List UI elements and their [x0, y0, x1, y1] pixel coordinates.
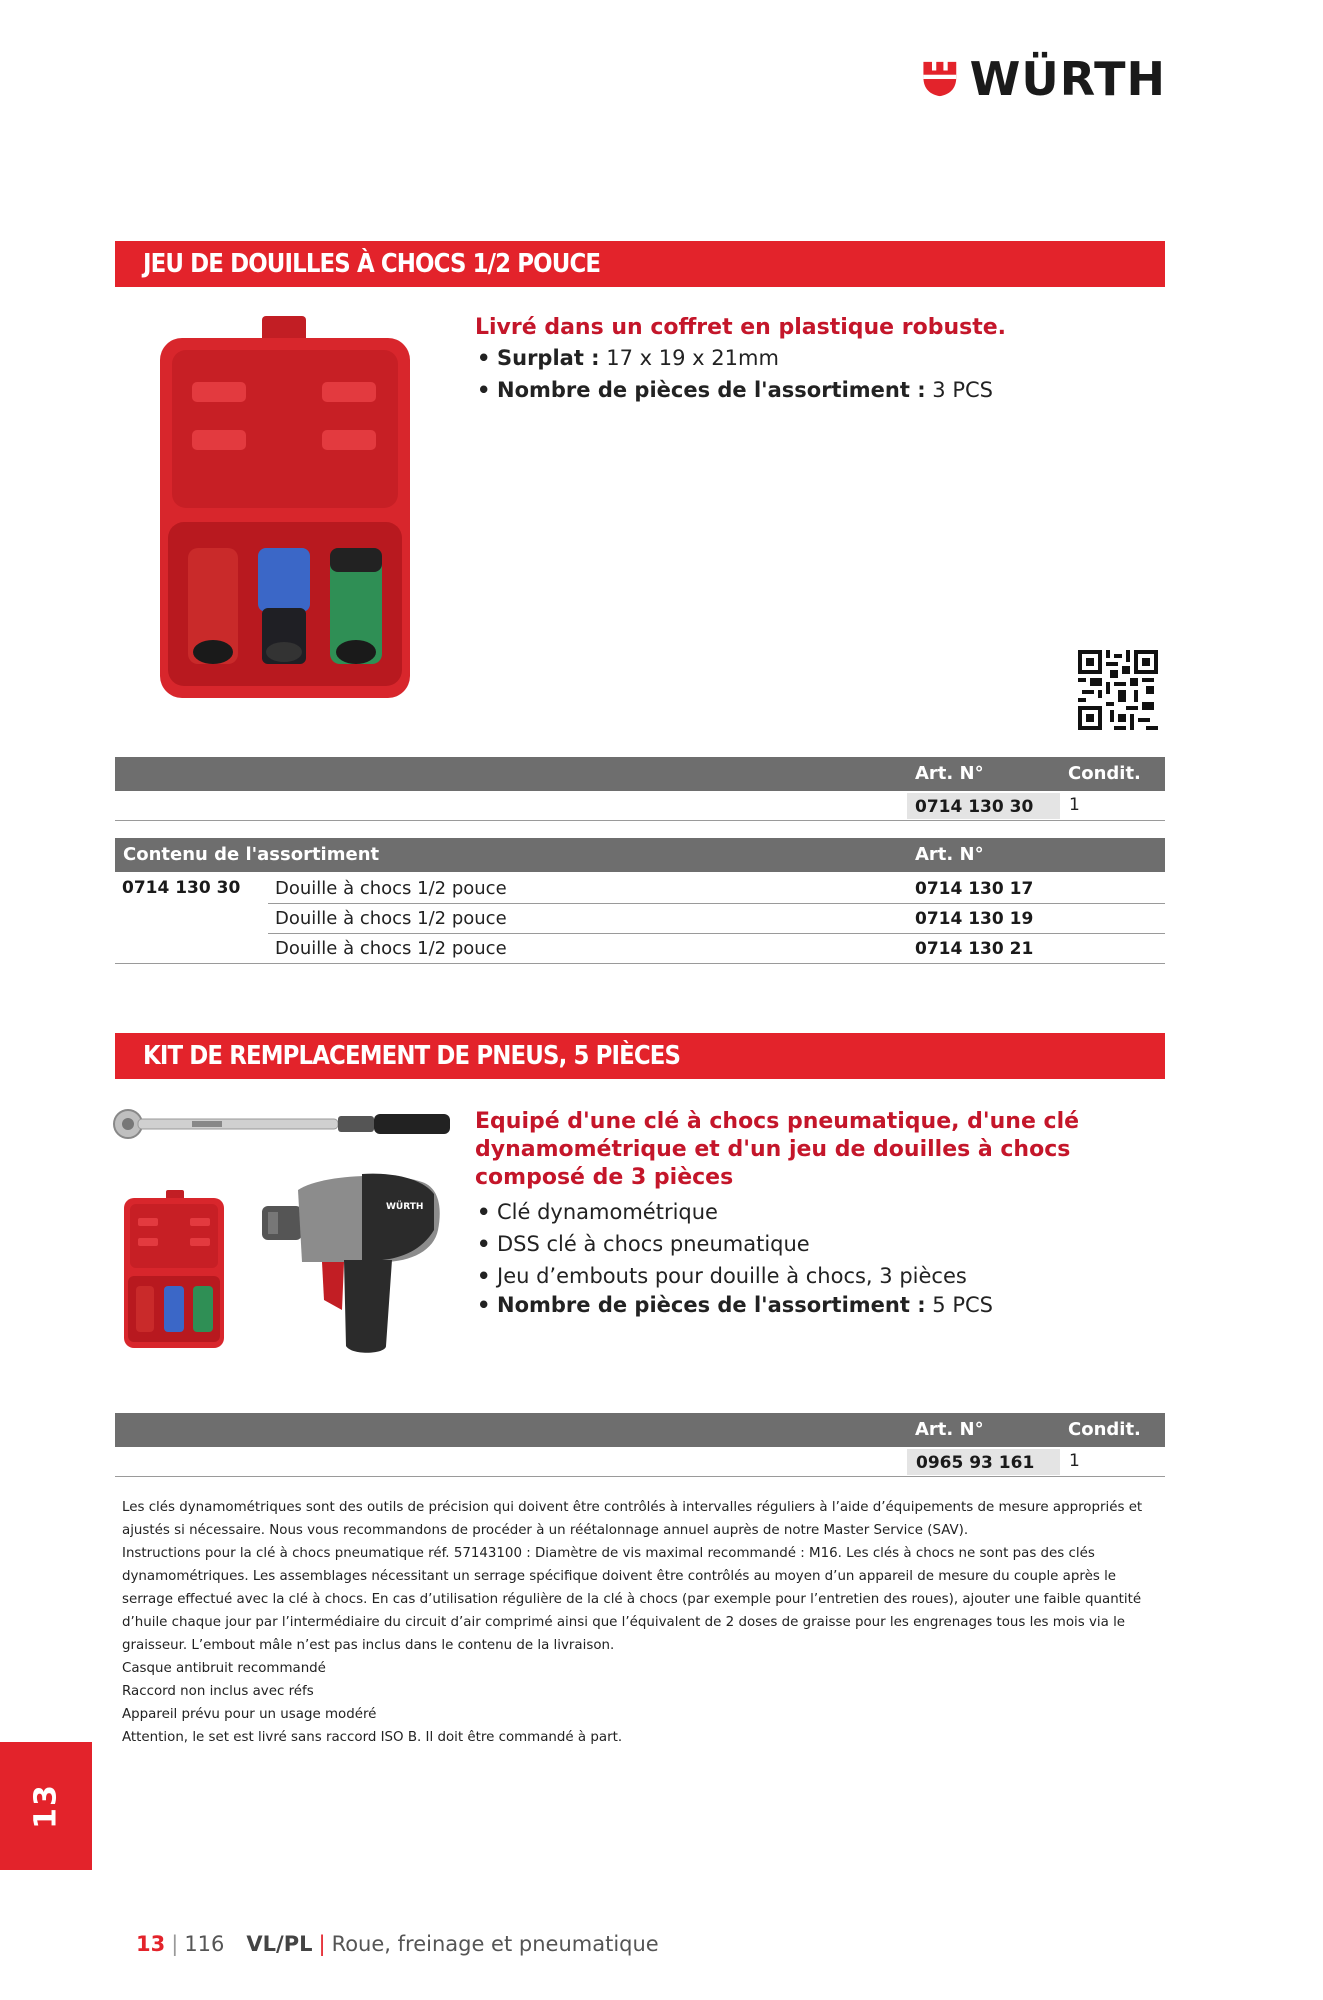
qr-code-icon[interactable] [1078, 650, 1158, 730]
table-row-desc: Douille à chocs 1/2 pouce [275, 938, 507, 959]
small-socket-case-image [120, 1190, 228, 1354]
section1-content-table-header [115, 838, 1165, 872]
art-header: Art. N° [915, 1419, 984, 1440]
divider [115, 963, 1165, 964]
tool-brand-label: WÜRTH [386, 1202, 424, 1212]
section2-art-number: 0965 93 161 [916, 1453, 1035, 1473]
table-row-art: 0714 130 17 [915, 879, 1034, 899]
art-header: Art. N° [915, 763, 984, 784]
socket-blue-icon [258, 548, 310, 664]
footer-page-number: 116 [184, 1932, 225, 1956]
table-row-desc: Douille à chocs 1/2 pouce [275, 878, 507, 899]
section1-art-number: 0714 130 30 [915, 797, 1034, 817]
footer-separator: | [171, 1932, 179, 1956]
list-item: • Nombre de pièces de l'assortiment : 3 PCS [475, 374, 1155, 406]
section2-order-table-header [115, 1413, 1165, 1447]
table-row-art: 0714 130 21 [915, 939, 1034, 959]
torque-wrench-image [112, 1104, 452, 1144]
section1-cond: 1 [1069, 795, 1080, 815]
cond-header: Condit. [1068, 763, 1141, 784]
footer-category: VL/PL [246, 1932, 313, 1956]
divider [115, 1476, 1165, 1477]
section2-title: KIT DE REMPLACEMENT DE PNEUS, 5 PIÈCES [143, 1041, 681, 1071]
socket-red-icon [188, 548, 238, 664]
section1-title: JEU DE DOUILLES À CHOCS 1/2 POUCE [143, 249, 601, 279]
impact-wrench-image [262, 1170, 442, 1358]
section1-lead: Livré dans un coffret en plastique robuste. [475, 315, 1007, 340]
footer-separator: | [318, 1932, 326, 1956]
chapter-number: 13 [28, 1783, 64, 1829]
section2-lead: Equipé d'une clé à chocs pneumatique, d'une clé dynamométrique et d'un jeu de douilles à chocs composé de 3 pièces [475, 1109, 1080, 1190]
note: Les clés dynamométriques sont des outils de précision qui doivent être contrôlés à intervalles réguliers à l’aide d’équipements de mesure appropriés et ajustés si nécessaire. Nous vous recommandons de procéder à un réétalonnage annuel auprès de notre Master Service (SAV). [122, 1500, 1143, 1538]
note: Casque antibruit recommandé [122, 1661, 326, 1676]
list-item: • Jeu d’embouts pour douille à chocs, 3 pièces [475, 1260, 1165, 1292]
section1-order-table-header [115, 757, 1165, 791]
page-footer [136, 1932, 659, 1956]
table-row-art: 0714 130 19 [915, 909, 1034, 929]
section1-bullets [475, 342, 1155, 406]
list-item: • Nombre de pièces de l'assortiment : 5 PCS [475, 1292, 1165, 1318]
footer-chapter: 13 [136, 1932, 166, 1956]
set-code: 0714 130 30 [122, 878, 241, 898]
divider [115, 820, 1165, 821]
cond-header: Condit. [1068, 1419, 1141, 1440]
brand-name: WÜRTH [969, 52, 1166, 106]
socket-green-icon [330, 548, 382, 664]
section2-cond: 1 [1069, 1451, 1080, 1471]
art-header: Art. N° [915, 844, 984, 865]
list-item: • Surplat : 17 x 19 x 21mm [475, 342, 1155, 374]
section2-bullets [475, 1196, 1165, 1318]
chapter-tab[interactable] [0, 1742, 92, 1870]
note: Instructions pour la clé à chocs pneumatique réf. 57143100 : Diamètre de vis maximal recommandé : M16. Les clés à chocs ne sont pas des clés dynamométriques. Les assemblages nécessitant un serrage spécifique doivent être contrôlés au moyen d’un appareil de mesure du couple après le serrage effectué avec la clé à chocs. En cas d’utilisation régulière de la clé à chocs (par exemple pour l’entretien des roues), ajouter une faible quantité d’huile chaque jour par l’intermédiaire du circuit d’air comprimé ainsi que l’équivalent de 2 doses de graisse pour les engrenages tous les mois via le graisseur. L’embout mâle n’est pas inclus dans le contenu de la livraison. [122, 1546, 1142, 1653]
section1-title-bar [115, 241, 1165, 287]
list-item: • DSS clé à chocs pneumatique [475, 1228, 1165, 1260]
table-row-desc: Douille à chocs 1/2 pouce [275, 908, 507, 929]
note: Appareil prévu pour un usage modéré [122, 1707, 377, 1722]
contents-header: Contenu de l'assortiment [123, 844, 380, 865]
wurth-logo-icon [922, 53, 958, 105]
notes-block [122, 1496, 1162, 1749]
section2-title-bar [115, 1033, 1165, 1079]
note: Raccord non inclus avec réfs [122, 1684, 314, 1699]
divider [268, 903, 1165, 904]
note: Attention, le set est livré sans raccord ISO B. Il doit être commandé à part. [122, 1730, 623, 1745]
divider [268, 933, 1165, 934]
wurth-logo [922, 52, 1166, 106]
footer-title: Roue, freinage et pneumatique [331, 1932, 659, 1956]
list-item: • Clé dynamométrique [475, 1196, 1165, 1228]
socket-case-image [150, 312, 420, 710]
